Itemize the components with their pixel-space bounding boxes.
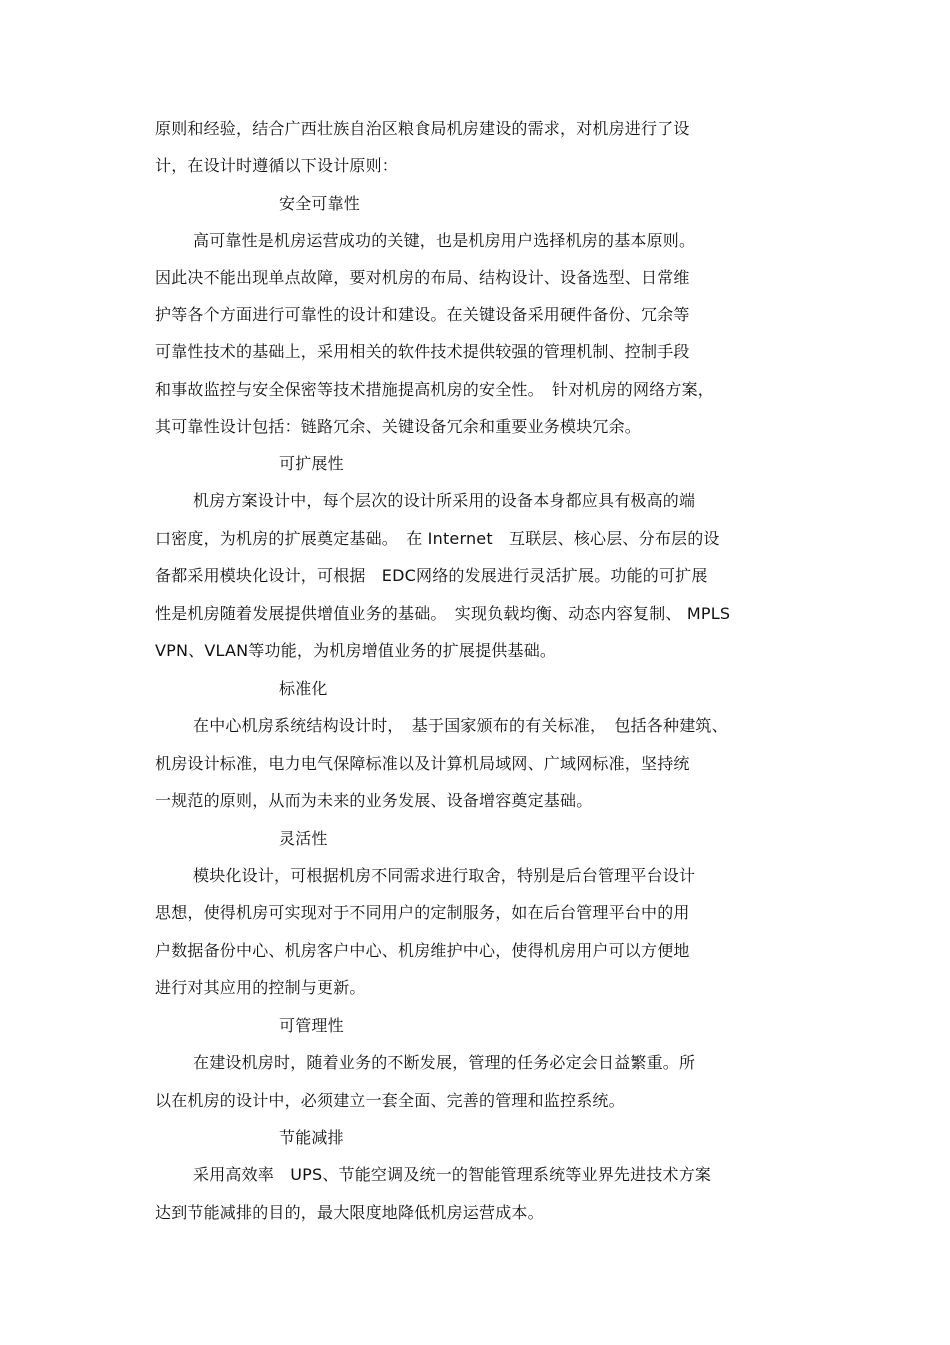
paragraph-line: 其可靠性设计包括：链路冗余、关键设备冗余和重要业务模块冗余。 (155, 417, 642, 436)
paragraph-line: 原则和经验，结合广西壮族自治区粮食局机房建设的需求，对机房进行了设 (155, 119, 690, 138)
paragraph-line: 达到节能减排的目的，最大限度地降低机房运营成本。 (155, 1203, 544, 1222)
paragraph-line: 机房设计标准，电力电气保障标准以及计算机局域网、广域网标准，坚持统 (155, 754, 690, 773)
paragraph-line: 高可靠性是机房运营成功的关键，也是机房用户选择机房的基本原则。 (193, 231, 696, 250)
paragraph-line: 性是机房随着发展提供增值业务的基础。 实现负载均衡、动态内容复制、 MPLS (155, 604, 731, 623)
paragraph-line: 计，在设计时遵循以下设计原则： (155, 156, 399, 175)
paragraph-line: 因此决不能出现单点故障，要对机房的布局、结构设计、设备选型、日常维 (155, 268, 690, 287)
paragraph-line: 进行对其应用的控制与更新。 (155, 978, 366, 997)
paragraph-line: 在建设机房时，随着业务的不断发展，管理的任务必定会日益繁重。所 (193, 1053, 696, 1072)
section-heading: 灵活性 (279, 829, 328, 848)
paragraph-line: 采用高效率 UPS、节能空调及统一的智能管理系统等业界先进技术方案 (193, 1165, 712, 1184)
paragraph-line: 护等各个方面进行可靠性的设计和建设。在关键设备采用硬件备份、冗余等 (155, 305, 690, 324)
paragraph-line: 在中心机房系统结构设计时， 基于国家颁布的有关标准， 包括各种建筑、 (193, 716, 728, 735)
section-heading: 可扩展性 (279, 454, 344, 473)
paragraph-line: 一规范的原则，从而为未来的业务发展、设备增容奠定基础。 (155, 791, 593, 810)
section-heading: 安全可靠性 (279, 194, 361, 213)
paragraph-line: 机房方案设计中，每个层次的设计所采用的设备本身都应具有极高的端 (193, 491, 696, 510)
paragraph-line: 模块化设计，可根据机房不同需求进行取舍，特别是后台管理平台设计 (193, 866, 696, 885)
paragraph-line: 思想，使得机房可实现对于不同用户的定制服务，如在后台管理平台中的用 (155, 903, 690, 922)
paragraph-line: 口密度，为机房的扩展奠定基础。 在 Internet 互联层、核心层、分布层的设 (155, 529, 720, 548)
paragraph-line: 和事故监控与安全保密等技术措施提高机房的安全性。 针对机房的网络方案， (155, 380, 715, 399)
section-heading: 标准化 (279, 679, 328, 698)
paragraph-line: 备都采用模块化设计，可根据 EDC网络的发展进行灵活扩展。功能的可扩展 (155, 566, 708, 585)
section-heading: 可管理性 (279, 1016, 344, 1035)
paragraph-line: 户数据备份中心、机房客户中心、机房维护中心，使得机房用户可以方便地 (155, 941, 690, 960)
paragraph-line: 以在机房的设计中，必须建立一套全面、完善的管理和监控系统。 (155, 1091, 625, 1110)
section-heading: 节能减排 (279, 1128, 344, 1147)
paragraph-line: 可靠性技术的基础上，采用相关的软件技术提供较强的管理机制、控制手段 (155, 342, 690, 361)
paragraph-line: VPN、VLAN等功能，为机房增值业务的扩展提供基础。 (155, 641, 557, 660)
